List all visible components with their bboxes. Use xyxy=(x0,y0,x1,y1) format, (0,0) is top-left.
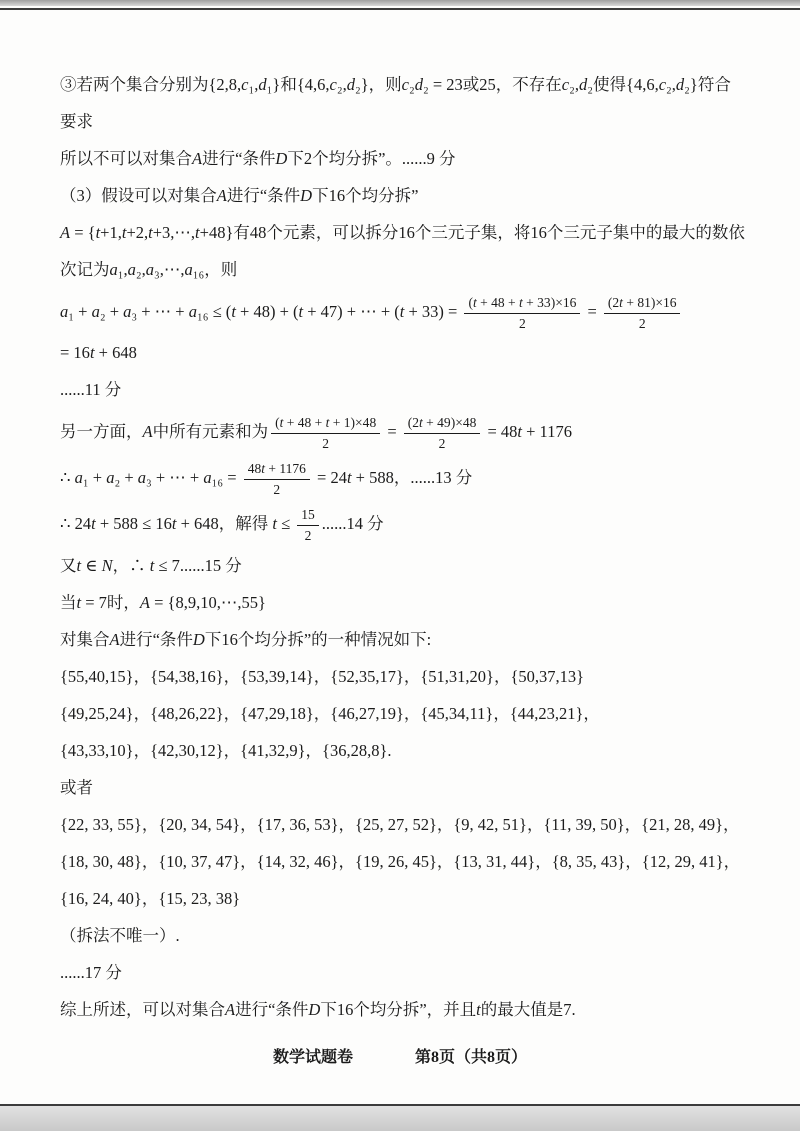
line-alt-partition-row1 xyxy=(60,812,760,838)
line-solve-t xyxy=(60,506,760,544)
line-denote-max xyxy=(60,257,760,283)
text-run: = 48t + 1176 xyxy=(483,422,572,442)
text-run: {22, 33, 55}，{20, 34, 54}，{17, 36, 53}，{25, 27, 52}，{9, 42, 51}，{11, 39, 50}，{21, 28, 49}， xyxy=(60,814,740,834)
fraction-numerator: (2t + 49)×48 xyxy=(404,414,481,434)
text-run: 所以不可以对集合A进行“条件D下2个均分拆”。......9 分 xyxy=(60,149,456,168)
line-partition-row3 xyxy=(60,738,760,764)
text-run: a₁ + a₂ + a₃ + ⋯ + a₁₆ ≤ (t + 48) + (t + 47) + ⋯ + (t + 33) = xyxy=(60,301,462,321)
fraction-denominator: 2 xyxy=(273,481,281,497)
line-mark-11 xyxy=(60,377,760,403)
fraction-denominator: 2 xyxy=(638,315,646,331)
line-equals-16t-648 xyxy=(60,340,760,366)
page-footer xyxy=(0,1044,800,1067)
text-run: 又t ∈ N，∴ t ≤ 7......15 分 xyxy=(60,555,242,575)
fraction-denominator: 2 xyxy=(322,435,330,451)
footer-doc-title: 数学试题卷 xyxy=(272,1049,353,1066)
line-sum-inequality xyxy=(60,294,760,332)
text-run: 或者 xyxy=(60,777,93,797)
line-t-natural xyxy=(60,553,760,579)
scan-artifact-top-band xyxy=(0,0,800,6)
text-run: ......17 分 xyxy=(60,962,122,982)
fraction xyxy=(271,414,380,452)
fraction xyxy=(244,460,310,498)
text-run: {16, 24, 40}，{15, 23, 38} xyxy=(60,888,241,908)
text-run: 另一方面，A中所有元素和为 xyxy=(60,422,269,442)
line-not-unique xyxy=(60,923,760,949)
line-sum-all-elements xyxy=(60,414,760,452)
fraction xyxy=(604,294,681,332)
text-run: {49,25,24}，{48,26,22}，{47,29,18}，{46,27,19}，{45,34,11}，{44,23,21}， xyxy=(60,703,600,723)
text-run: = 24t + 588，......13 分 xyxy=(312,468,473,488)
text-run: 当t = 7时，A = {8,9,10,⋯,55} xyxy=(60,592,266,612)
line-alt-partition-row2 xyxy=(60,849,760,875)
line-requirement xyxy=(60,109,760,135)
text-run: = 16t + 648 xyxy=(60,343,137,363)
text-run: 要求 xyxy=(60,112,93,131)
text-run: = xyxy=(383,422,401,442)
line-partition-row2 xyxy=(60,701,760,727)
fraction xyxy=(404,414,481,452)
document-body xyxy=(60,72,760,1034)
line-conclusion-2-split xyxy=(60,146,760,172)
fraction-denominator: 2 xyxy=(438,435,446,451)
text-run: A = {t+1,t+2,t+3,⋯,t+48}有48个元素，可以拆分16个三元子集，将16个三元子集中的最大的数依 xyxy=(60,223,745,242)
scan-artifact-top-line xyxy=(0,8,800,10)
line-therefore-sum xyxy=(60,460,760,498)
fraction-numerator: (t + 48 + t + 1)×48 xyxy=(271,414,380,434)
text-run: {43,33,10}，{42,30,12}，{41,32,9}，{36,28,8}. xyxy=(60,740,392,760)
line-alt-partition-row3 xyxy=(60,886,760,912)
line-mark-17 xyxy=(60,960,760,986)
scan-artifact-bottom-band xyxy=(0,1106,800,1131)
fraction-denominator: 2 xyxy=(519,315,526,331)
fraction-numerator: 48t + 1176 xyxy=(244,460,310,480)
line-final-conclusion xyxy=(60,997,760,1023)
line-partition-intro xyxy=(60,627,760,653)
text-run: 次记为a₁,a₂,a₃,⋯,a₁₆，则 xyxy=(60,260,238,279)
fraction-numerator: (2t + 81)×16 xyxy=(604,294,681,314)
text-run: ∴ a₁ + a₂ + a₃ + ⋯ + a₁₆ = xyxy=(60,468,241,488)
text-run: ......11 分 xyxy=(60,380,122,400)
text-run: = xyxy=(583,301,601,321)
fraction xyxy=(464,294,580,332)
line-t-equals-7 xyxy=(60,590,760,616)
line-or xyxy=(60,775,760,801)
text-run: ......14 分 xyxy=(321,514,384,534)
text-run: {18, 30, 48}，{10, 37, 47}，{14, 32, 46}，{19, 26, 45}，{13, 31, 44}，{8, 35, 43}，{12, 29, 41}， xyxy=(60,851,741,871)
text-run: ∴ 24t + 588 ≤ 16t + 648，解得 t ≤ xyxy=(60,514,295,534)
fraction-denominator: 2 xyxy=(304,528,312,544)
text-run: 综上所述，可以对集合A进行“条件D下16个均分拆”，并且t的最大值是7. xyxy=(60,999,576,1019)
fraction-numerator: (t + 48 + t + 33)×16 xyxy=(464,294,580,314)
line-part3-assumption xyxy=(60,183,760,209)
fraction xyxy=(297,506,319,544)
line-partition-row1 xyxy=(60,664,760,690)
text-run: （3）假设可以对集合A进行“条件D下16个均分拆” xyxy=(60,186,419,205)
line-case3-sets xyxy=(60,72,760,98)
fraction-numerator: 15 xyxy=(297,506,319,526)
line-set-a-definition xyxy=(60,220,760,246)
text-run: ③若两个集合分别为{2,8,c₁,d₁}和{4,6,c₂,d₂}，则c₂d₂ = 23或25，不存在c₂,d₂使得{4,6,c₂,d₂}符合 xyxy=(60,75,731,94)
text-run: 对集合A进行“条件D下16个均分拆”的一种情况如下: xyxy=(60,629,432,649)
footer-page-number: 第8页（共8页） xyxy=(415,1049,528,1066)
text-run: （拆法不唯一）. xyxy=(60,925,180,945)
text-run: {55,40,15}，{54,38,16}，{53,39,14}，{52,35,17}，{51,31,20}，{50,37,13} xyxy=(60,666,585,686)
